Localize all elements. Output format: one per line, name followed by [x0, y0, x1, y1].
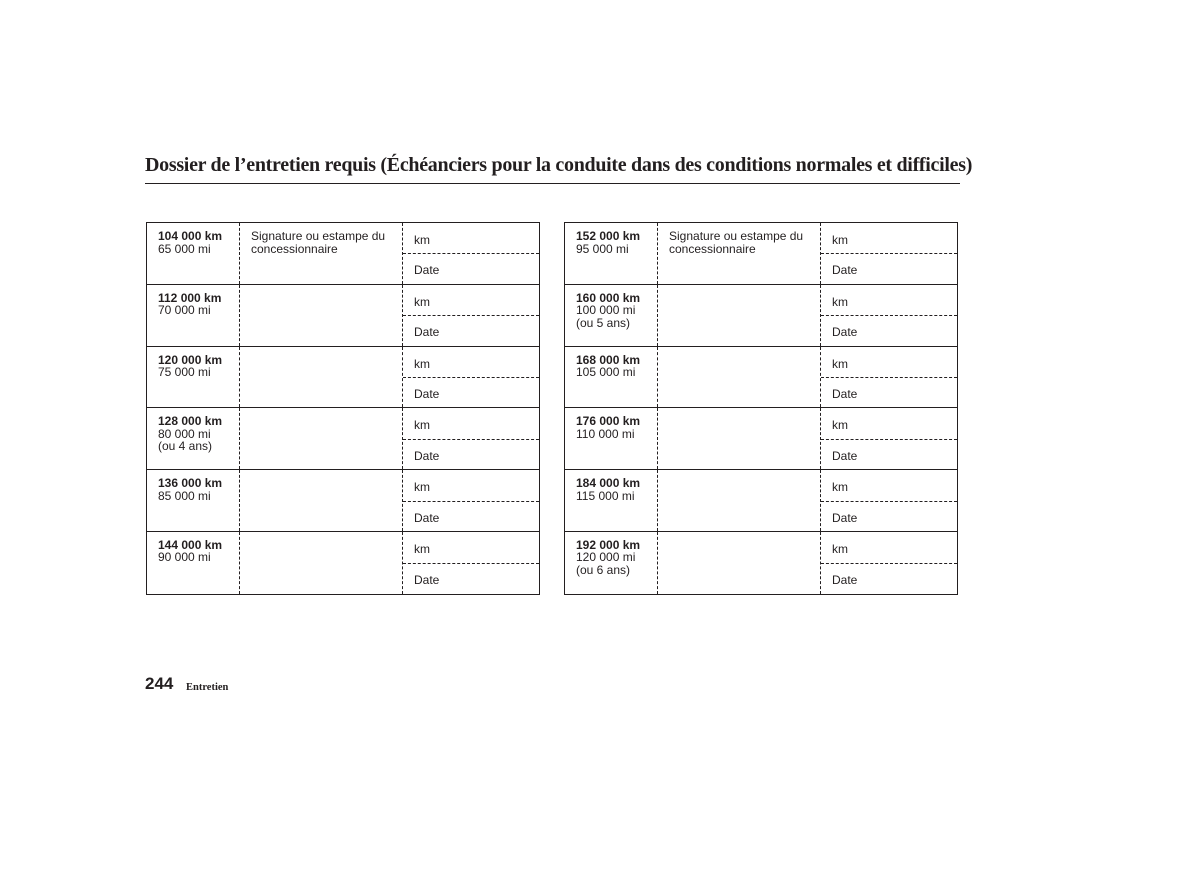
maintenance-log-table-right — [564, 222, 958, 595]
date-field[interactable] — [821, 564, 957, 594]
table-row — [565, 470, 957, 532]
date-field[interactable] — [403, 254, 539, 283]
table-row — [565, 408, 957, 470]
km-label: km — [832, 356, 848, 371]
table-row — [147, 532, 539, 594]
km-label: km — [832, 480, 848, 495]
signature-cell[interactable] — [240, 285, 403, 346]
interval-km: 136 000 km — [158, 476, 223, 491]
km-field[interactable] — [821, 408, 957, 439]
date-label: Date — [832, 448, 858, 463]
interval-cell — [147, 532, 240, 594]
interval-km: 144 000 km — [158, 537, 223, 552]
km-label: km — [832, 541, 848, 556]
interval-mi: 100 000 mi — [576, 303, 636, 318]
page-number: 244 — [145, 674, 174, 693]
date-field[interactable] — [821, 502, 957, 531]
date-label: Date — [414, 325, 440, 340]
table-row — [147, 347, 539, 409]
interval-cell — [565, 532, 658, 594]
interval-years: (ou 6 ans) — [576, 562, 631, 577]
entry-cell — [403, 470, 539, 531]
signature-cell[interactable] — [658, 470, 821, 531]
km-field[interactable] — [821, 285, 957, 316]
interval-cell — [565, 223, 658, 284]
interval-mi: 110 000 mi — [576, 426, 635, 441]
table-row — [565, 347, 957, 409]
signature-label-cont: concessionnaire — [251, 241, 338, 256]
date-label: Date — [414, 448, 440, 463]
table-row — [147, 408, 539, 470]
entry-cell — [821, 285, 957, 346]
entry-cell — [821, 532, 957, 594]
km-label: km — [414, 294, 430, 309]
signature-cell[interactable] — [658, 408, 821, 469]
interval-cell — [565, 470, 658, 531]
interval-km: 112 000 km — [158, 290, 222, 305]
entry-cell — [403, 347, 539, 408]
date-label: Date — [832, 325, 858, 340]
km-field[interactable] — [821, 223, 957, 254]
date-label: Date — [414, 510, 440, 525]
date-label: Date — [832, 572, 858, 587]
date-field[interactable] — [821, 254, 957, 283]
interval-mi: 115 000 mi — [576, 488, 635, 503]
entry-cell — [821, 408, 957, 469]
entry-cell — [403, 408, 539, 469]
km-field[interactable] — [403, 223, 539, 254]
entry-cell — [821, 470, 957, 531]
signature-cell[interactable] — [658, 285, 821, 346]
table-row — [565, 223, 957, 285]
date-field[interactable] — [403, 440, 539, 469]
km-field[interactable] — [403, 408, 539, 439]
date-label: Date — [414, 263, 440, 278]
km-field[interactable] — [403, 285, 539, 316]
interval-cell — [147, 470, 240, 531]
km-label: km — [414, 480, 430, 495]
interval-km: 160 000 km — [576, 290, 641, 305]
interval-km: 168 000 km — [576, 352, 641, 367]
interval-mi: 105 000 mi — [576, 365, 636, 380]
interval-mi: 120 000 mi — [576, 550, 636, 565]
date-field[interactable] — [821, 440, 957, 469]
km-field[interactable] — [403, 347, 539, 378]
interval-km: 104 000 km — [158, 229, 223, 243]
interval-years: (ou 5 ans) — [576, 315, 631, 330]
date-field[interactable] — [403, 564, 539, 594]
interval-cell — [565, 408, 658, 469]
date-field[interactable] — [821, 378, 957, 407]
interval-cell — [147, 285, 240, 346]
entry-cell — [821, 223, 957, 284]
date-label: Date — [832, 387, 858, 401]
km-field[interactable] — [403, 532, 539, 564]
date-label: Date — [414, 387, 440, 401]
km-label: km — [832, 418, 848, 433]
interval-cell — [147, 347, 240, 408]
signature-label: Signature ou estampe du — [669, 229, 804, 243]
interval-km: 184 000 km — [576, 476, 641, 491]
section-label: Entretien — [186, 682, 229, 693]
interval-mi: 85 000 mi — [158, 488, 211, 503]
interval-km: 192 000 km — [576, 537, 641, 552]
km-field[interactable] — [821, 470, 957, 501]
date-field[interactable] — [821, 316, 957, 345]
interval-cell — [565, 285, 658, 346]
date-field[interactable] — [403, 502, 539, 531]
signature-cell[interactable] — [240, 223, 403, 284]
signature-label-cont: concessionnaire — [669, 241, 756, 256]
interval-years: (ou 4 ans) — [158, 439, 213, 454]
km-label: km — [832, 294, 848, 309]
page-title: Dossier de l’entretien requis (Échéanciers pour la conduite dans des conditions normales et difficiles) — [145, 154, 973, 176]
interval-km: 152 000 km — [576, 229, 641, 243]
interval-mi: 80 000 mi — [158, 426, 211, 441]
interval-mi: 90 000 mi — [158, 550, 211, 565]
date-label: Date — [414, 572, 440, 587]
interval-cell — [147, 223, 240, 284]
entry-cell — [403, 532, 539, 594]
signature-cell[interactable] — [240, 408, 403, 469]
date-field[interactable] — [403, 378, 539, 407]
interval-km: 128 000 km — [158, 414, 223, 429]
interval-mi: 65 000 mi — [158, 241, 211, 256]
interval-km: 176 000 km — [576, 414, 641, 429]
km-field[interactable] — [821, 532, 957, 564]
title-rule — [145, 183, 960, 184]
signature-cell[interactable] — [658, 347, 821, 408]
interval-mi: 75 000 mi — [158, 365, 211, 380]
signature-label: Signature ou estampe du — [251, 229, 386, 243]
signature-cell[interactable] — [658, 532, 821, 594]
interval-mi: 95 000 mi — [576, 241, 629, 256]
date-field[interactable] — [403, 316, 539, 345]
table-row — [565, 285, 957, 347]
interval-km: 120 000 km — [158, 352, 223, 367]
interval-cell — [565, 347, 658, 408]
date-label: Date — [832, 510, 858, 525]
signature-cell[interactable] — [240, 347, 403, 408]
km-field[interactable] — [403, 470, 539, 501]
maintenance-log-table-left — [146, 222, 540, 595]
table-row — [565, 532, 957, 594]
interval-cell — [147, 408, 240, 469]
table-row — [147, 285, 539, 347]
km-label: km — [414, 541, 430, 556]
km-label: km — [832, 233, 848, 247]
km-label: km — [414, 233, 430, 247]
table-row — [147, 470, 539, 532]
table-row — [147, 223, 539, 285]
entry-cell — [403, 285, 539, 346]
date-label: Date — [832, 263, 858, 278]
signature-cell[interactable] — [658, 223, 821, 284]
km-field[interactable] — [821, 347, 957, 378]
entry-cell — [403, 223, 539, 284]
signature-cell[interactable] — [240, 532, 403, 594]
km-label: km — [414, 356, 430, 371]
signature-cell[interactable] — [240, 470, 403, 531]
interval-mi: 70 000 mi — [158, 303, 211, 318]
entry-cell — [821, 347, 957, 408]
km-label: km — [414, 418, 430, 433]
